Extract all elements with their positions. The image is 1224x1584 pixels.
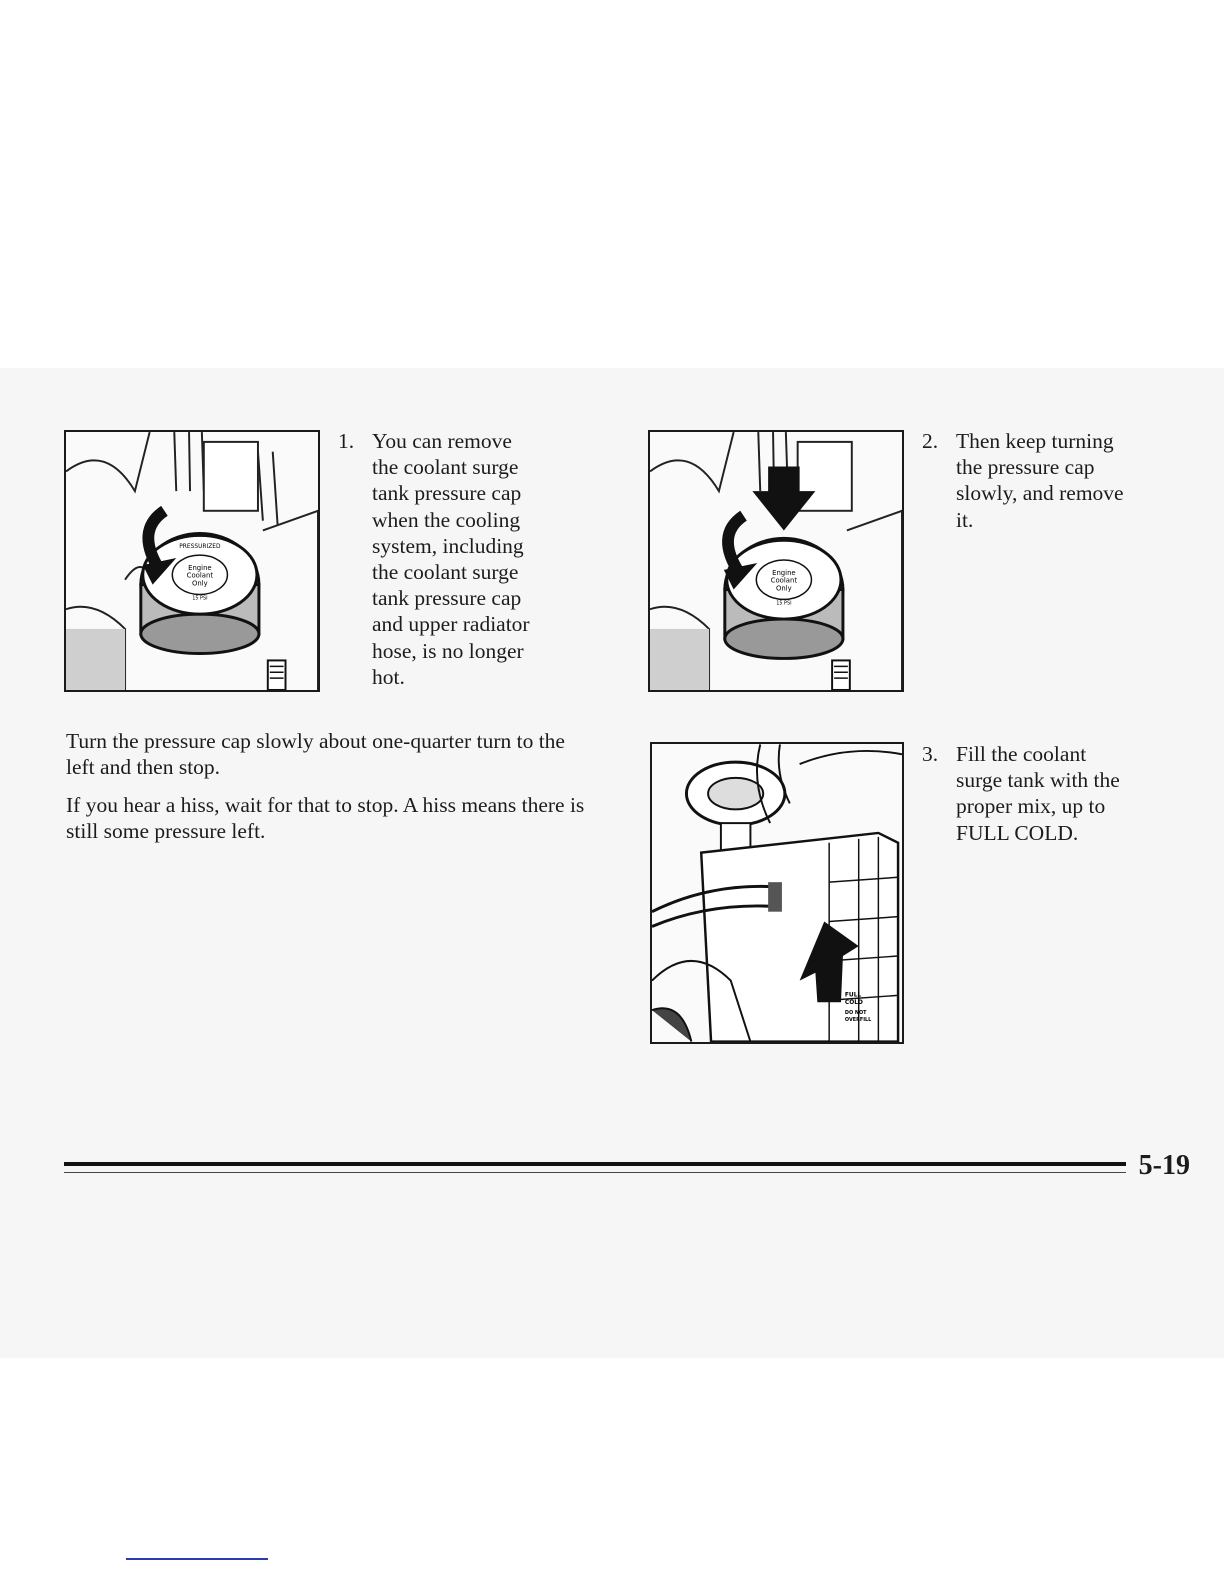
figure-remove-cap-turn bbox=[64, 430, 320, 692]
step-text: Fill the coolant surge tank with the proper mix, up to FULL COLD. bbox=[956, 742, 1120, 845]
tank-label-cold: COLD bbox=[844, 1000, 863, 1007]
cap-turn-illustration bbox=[66, 432, 318, 690]
cap-psi-text: 15 PSI bbox=[192, 595, 208, 602]
instruction-paragraph: If you hear a hiss, wait for that to stop. A hiss means there is still some pressure left. bbox=[66, 793, 585, 844]
tank-label-full: FULL bbox=[844, 992, 862, 999]
footer-rule-thick bbox=[64, 1162, 1126, 1166]
fill-tank-illustration bbox=[652, 744, 902, 1042]
step-1 bbox=[338, 428, 530, 690]
cap-label-engine: Engine bbox=[188, 563, 212, 572]
cap-psi-text: 15 PSI bbox=[776, 600, 792, 607]
cap-label-coolant: Coolant bbox=[186, 571, 214, 580]
step-number: 1. bbox=[338, 429, 355, 453]
step-2 bbox=[922, 428, 1124, 533]
cap-label-coolant: Coolant bbox=[770, 576, 798, 585]
step-number: 2. bbox=[922, 429, 939, 453]
cap-lift-illustration bbox=[650, 432, 902, 690]
instruction-paragraph: Turn the pressure cap slowly about one-quarter turn to the left and then stop. bbox=[66, 729, 565, 780]
turn-arrow-icon bbox=[728, 516, 744, 575]
figure-fill-coolant bbox=[650, 742, 904, 1044]
cap-label-only: Only bbox=[192, 579, 208, 588]
step-number: 3. bbox=[922, 742, 939, 766]
page-number: 5-19 bbox=[1138, 1150, 1190, 1181]
tank-label-do-not: DO NOT bbox=[844, 1010, 867, 1017]
cap-label-only: Only bbox=[776, 584, 792, 593]
figure-remove-cap-lift bbox=[648, 430, 904, 692]
cap-label-engine: Engine bbox=[772, 568, 796, 577]
step-3 bbox=[922, 741, 1120, 846]
tank-label-overfill: OVERFILL bbox=[844, 1016, 872, 1023]
footer-rule-thin bbox=[64, 1172, 1126, 1173]
cap-ring-text: PRESSURIZED bbox=[179, 544, 221, 551]
step-text: Then keep turning the pressure cap slowly, and remove it. bbox=[956, 429, 1124, 532]
bottom-link-underline bbox=[126, 1558, 268, 1560]
step-text: You can remove the coolant surge tank pressure cap when the cooling system, including the coolant surge tank pressure cap and upper radiator hose, is no longer hot. bbox=[372, 429, 530, 689]
